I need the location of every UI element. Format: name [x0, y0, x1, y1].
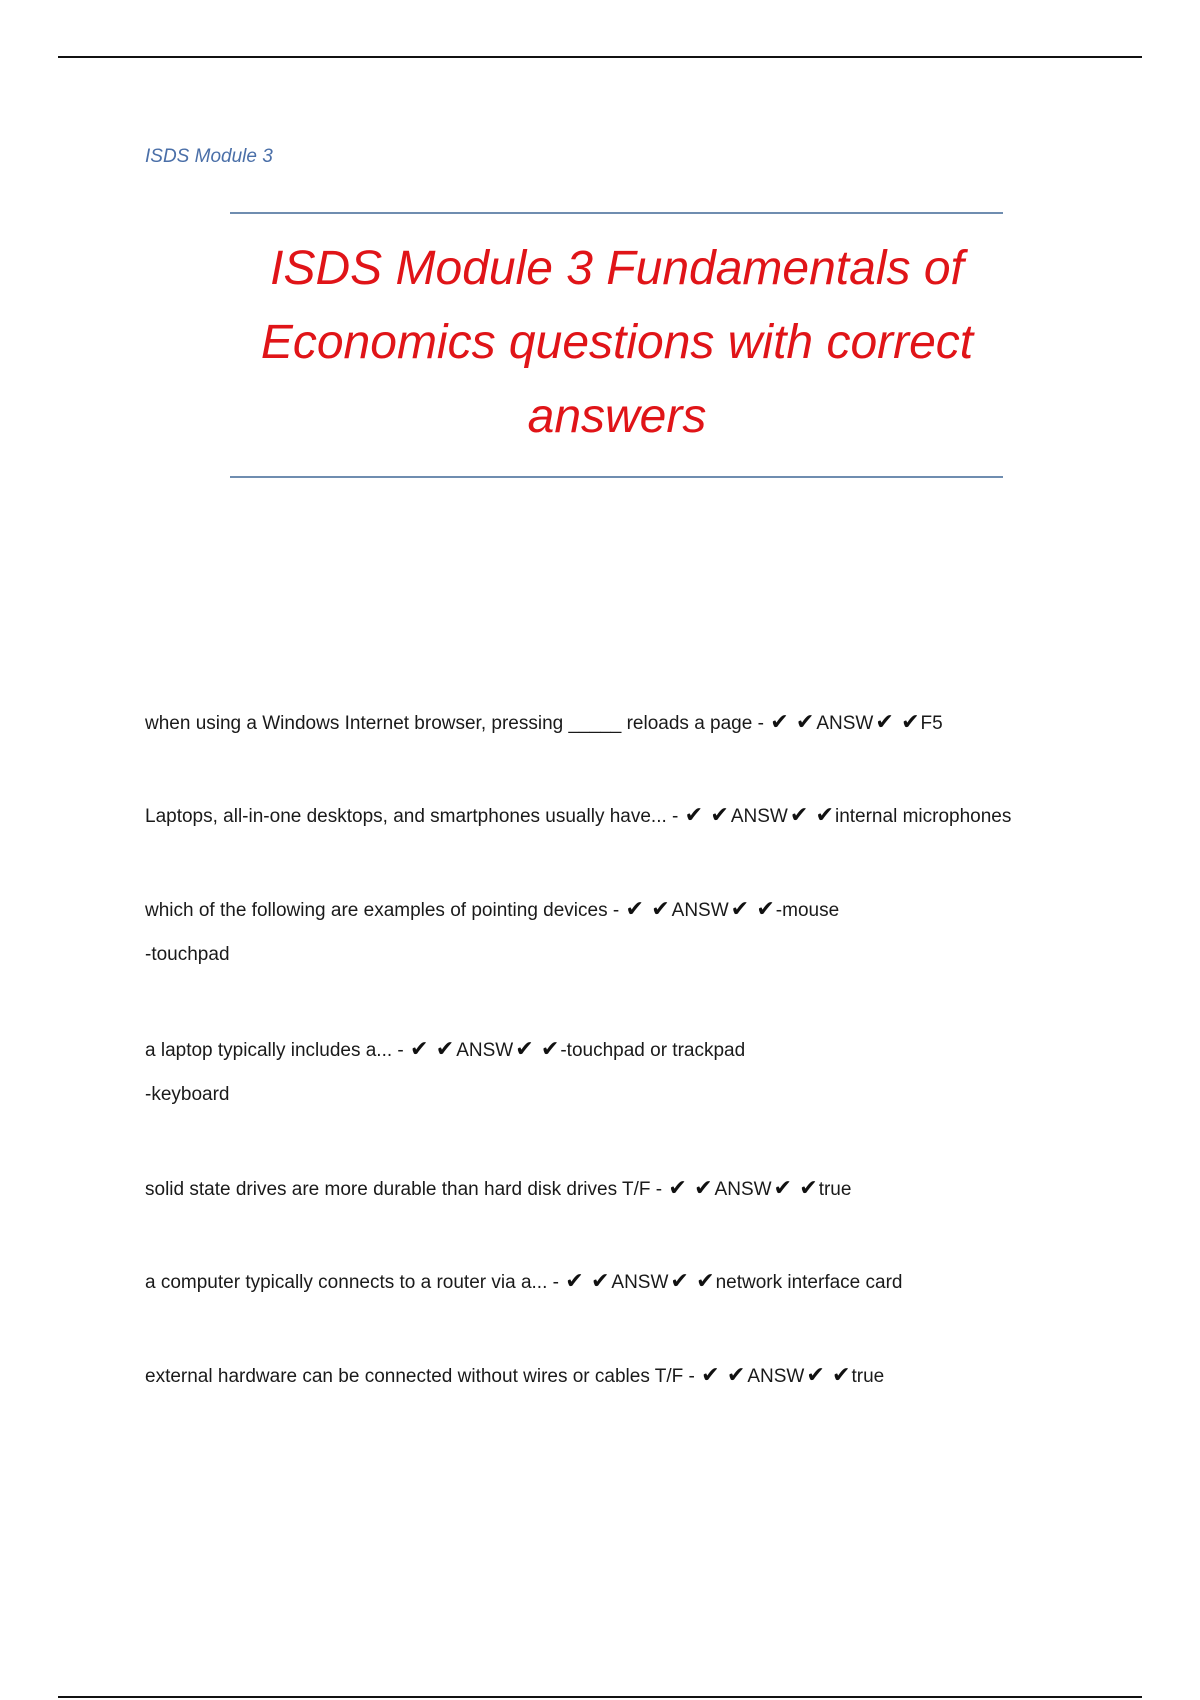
question-text: a laptop typically includes a... -	[145, 1040, 404, 1061]
check-icon: ✔	[815, 802, 834, 827]
check-icon: ✔	[694, 1175, 713, 1200]
check-icon: ✔	[726, 1362, 746, 1387]
answer-text: internal microphones	[834, 806, 1012, 827]
qa-item	[145, 793, 1011, 839]
title-bottom-rule	[230, 476, 1003, 478]
answer-label: ANSW	[730, 806, 788, 827]
answer-label: ANSW	[747, 1366, 805, 1387]
check-icon: ✔	[901, 709, 920, 734]
qa-item	[145, 700, 943, 746]
answer-label: ANSW	[456, 1040, 514, 1061]
check-icon: ✔	[651, 896, 670, 921]
answer-text: true	[818, 1179, 852, 1200]
check-icon: ✔	[710, 802, 729, 827]
answer-text: -mouse	[775, 900, 840, 921]
qa-first-line	[145, 1027, 745, 1073]
check-icon: ✔	[789, 802, 809, 827]
page-top-rule	[58, 56, 1142, 58]
question-text: a computer typically connects to a router via a... -	[145, 1272, 559, 1293]
qa-first-line	[145, 887, 839, 933]
check-icon: ✔	[668, 1175, 687, 1200]
check-icon: ✔	[701, 1362, 720, 1387]
question-text: which of the following are examples of pointing devices -	[145, 900, 620, 921]
answer-text: F5	[920, 713, 943, 734]
qa-first-line	[145, 1166, 851, 1212]
qa-item	[145, 1259, 902, 1305]
question-text: Laptops, all-in-one desktops, and smartphones usually have... -	[145, 806, 679, 827]
check-icon: ✔	[773, 1175, 792, 1200]
answer-label: ANSW	[611, 1272, 669, 1293]
running-header: ISDS Module 3	[145, 146, 273, 167]
check-icon: ✔	[684, 802, 704, 827]
check-icon: ✔	[696, 1268, 715, 1293]
answer-continuation: -touchpad	[145, 944, 230, 965]
check-icon: ✔	[770, 709, 789, 734]
check-icon: ✔	[625, 896, 644, 921]
qa-first-line	[145, 1259, 902, 1305]
answer-text: network interface card	[715, 1272, 903, 1293]
check-icon: ✔	[799, 1175, 818, 1200]
page-bottom-rule	[58, 1696, 1142, 1698]
check-icon: ✔	[435, 1036, 455, 1061]
question-text: solid state drives are more durable than hard disk drives T/F -	[145, 1179, 663, 1200]
qa-first-line	[145, 1353, 884, 1399]
check-icon: ✔	[875, 709, 894, 734]
document-title: ISDS Module 3 Fundamentals of Economics questions with correct answers	[260, 242, 974, 443]
title-top-rule	[230, 212, 1003, 214]
check-icon: ✔	[806, 1362, 825, 1387]
answer-continuation: -keyboard	[145, 1084, 230, 1105]
check-icon: ✔	[565, 1268, 584, 1293]
answer-text: -touchpad or trackpad	[560, 1040, 746, 1061]
check-icon: ✔	[730, 896, 750, 921]
check-icon: ✔	[832, 1362, 851, 1387]
question-text: external hardware can be connected without wires or cables T/F -	[145, 1366, 695, 1387]
qa-item	[145, 887, 839, 977]
answer-label: ANSW	[816, 713, 874, 734]
check-icon: ✔	[410, 1036, 429, 1061]
check-icon: ✔	[756, 896, 775, 921]
check-icon: ✔	[540, 1036, 560, 1061]
qa-first-line	[145, 793, 1011, 839]
qa-item	[145, 1166, 851, 1212]
question-text: when using a Windows Internet browser, pressing _____ reloads a page -	[145, 713, 764, 734]
check-icon: ✔	[670, 1268, 689, 1293]
qa-item	[145, 1027, 745, 1117]
answer-label: ANSW	[671, 900, 729, 921]
check-icon: ✔	[590, 1268, 610, 1293]
check-icon: ✔	[515, 1036, 534, 1061]
answer-label: ANSW	[714, 1179, 772, 1200]
qa-item	[145, 1353, 884, 1399]
qa-first-line	[145, 700, 943, 746]
answer-text: true	[851, 1366, 885, 1387]
check-icon: ✔	[795, 709, 815, 734]
